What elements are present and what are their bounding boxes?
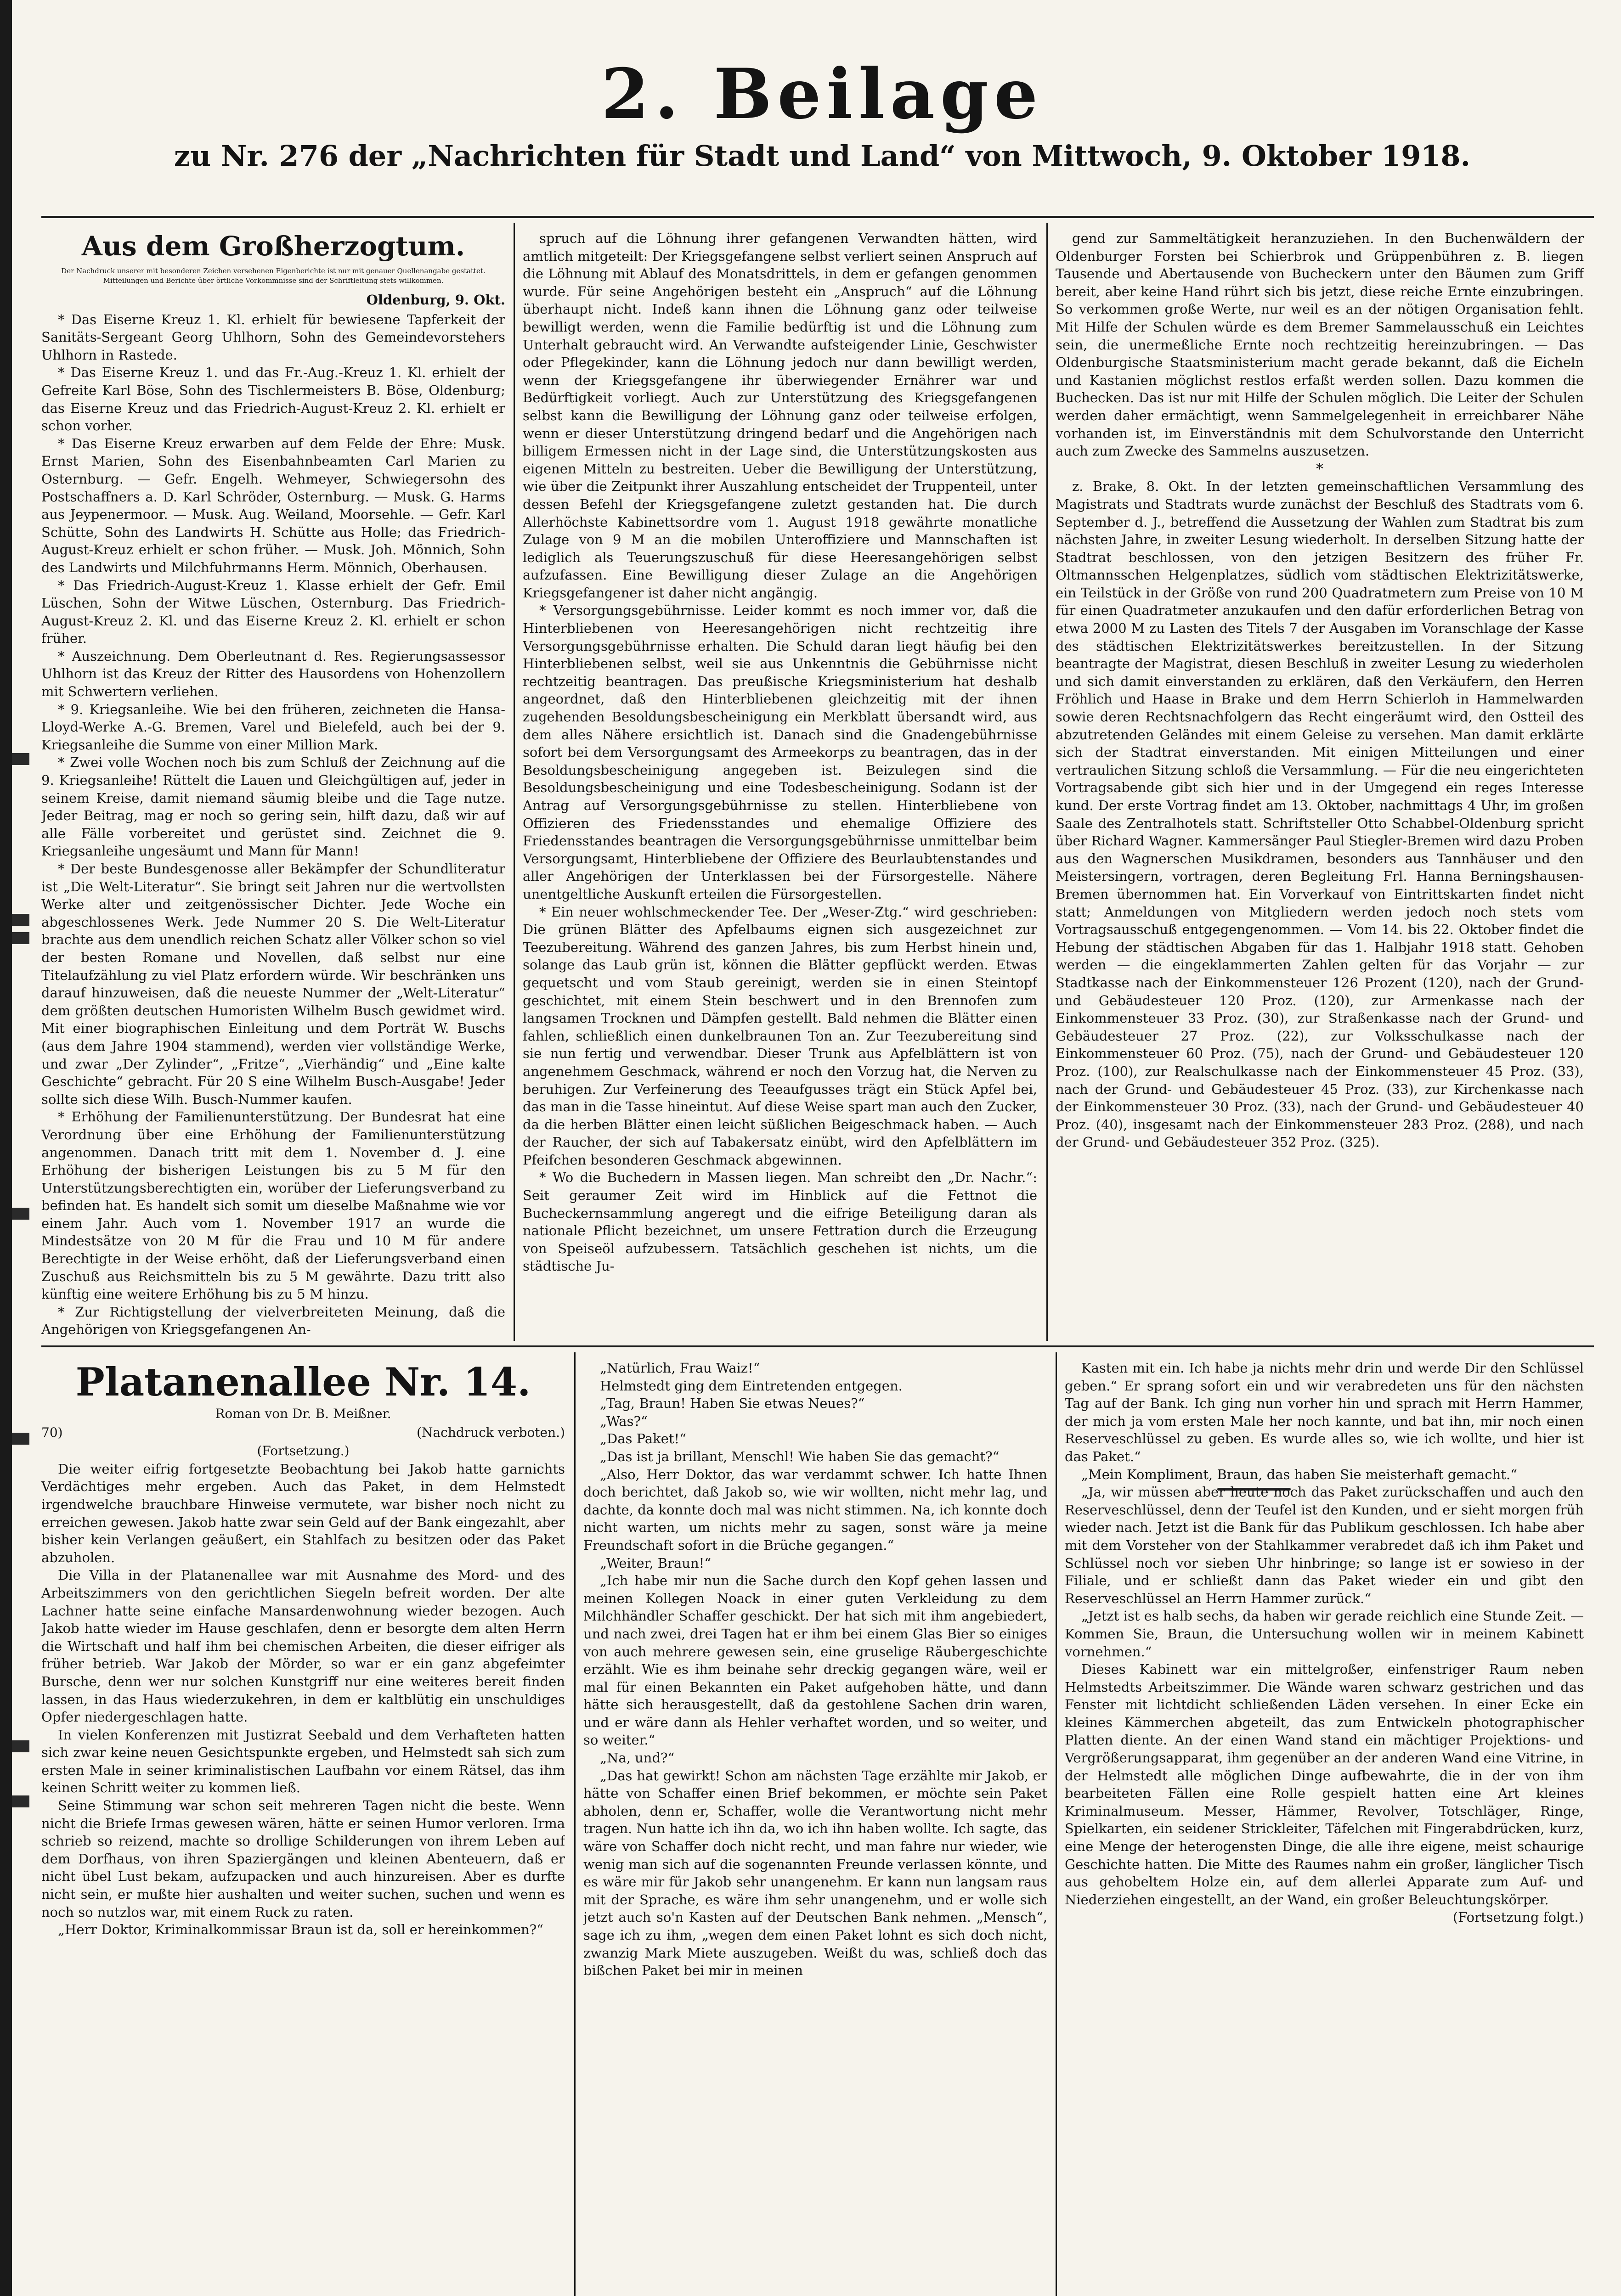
editorial-note: Der Nachdruck unserer mit besonderen Zeichen versehenen Eigenberichte ist nur mit genauer Quellenangabe gestattet. Mitteilungen und Berichte über örtliche Vorkommnisse sind der Schriftleitung stets willkommen. xyxy=(61,267,486,285)
column-rule xyxy=(514,223,515,1341)
novel-paragraph: „Also, Herr Doktor, das war verdammt schwer. Ich hatte Ihnen doch berichtet, daß Jakob so, wie wir wollten, nicht mehr lag, und dachte, da konnte doch mal was nicht stimmen. Na, ich konnte doch nicht warten, um nichts mehr zu sagen, sonst wäre ja meine Freundschaft sofort in die Brüche gegangen.“ xyxy=(583,1466,1047,1553)
news-item: gend zur Sammeltätigkeit heranzuziehen. In den Buchenwäldern der Oldenburger Forsten bei Schierbrok und Grüppenbühren z. B. liegen Tausende und Abertausende von Bucheckern unter den Bäumen zum Griff bereit, aber keine Hand rührt sich bis jetzt, diese reiche Ernte einzubringen. So verkommen große Werte, nur weil es an der nötigen Organisation fehlt. Mit Hilfe der Schulen würde es dem Bremer Sammelausschuß ein Leichtes sein, die unermeßliche Ernte noch rechtzeitig hereinzubringen. — Das Oldenburgische Staatsministerium macht gerade bekannt, daß die Eicheln und Kastanien möglichst restlos erfaßt werden sollen. Dazu kommen die Buchecken. Das ist nur mit Hilfe der Schulen möglich. Die Leiter der Schulen werden daher ermächtigt, wenn Sammelgelegenheit in erreichbarer Nähe vorhanden ist, im Einverständnis mit dem Schulvorstande den Unterricht auch zum Zwecke des Sammelns auszusetzen. xyxy=(1056,231,1584,459)
column-rule xyxy=(1046,223,1048,1341)
masthead xyxy=(46,55,1598,174)
news-column-3 xyxy=(1056,230,1584,1341)
novel-paragraph: „Natürlich, Frau Waiz!“ xyxy=(600,1360,760,1376)
novel-paragraph: „Das Paket!“ xyxy=(600,1431,687,1447)
novel-paragraph: Die Villa in der Platanenallee war mit Ausnahme des Mord- und des Arbeitszimmers von den gerichtlichen Siegeln befreit worden. Der alte Lachner hatte seine einfache Mansardenwohnung wieder bezogen. Auch Jakob hatte wieder im Hause geschlafen, denn er besorgte dem alten Herrn die Wirtschaft und half ihm bei chemischen Arbeiten, die dieser eifriger als früher betrieb. War Jakob der Mörder, so war er ein ganz abgefeimter Bursche, denn wer nur solchen Kunstgriff nur eine weiteres bereit finden lassen, in das Haus wiederzukehren, in dem er kaltblütig ein unschuldiges Opfer niedergeschlagen hatte. xyxy=(41,1567,565,1725)
news-item: * Ein neuer wohlschmeckender Tee. Der „Weser-Ztg.“ wird geschrieben: Die grünen Blätter des Apfelbaums eignen sich ausgezeichnet zur Teezubereitung. Während des ganzen Jahres, bis zum Herbst hinein und, solange das Laub grün ist, können die Blätter gepflückt werden. Etwas gequetscht und vom Staub gereinigt, werden sie in einen Steintopf geschichtet, mit einem Stein beschwert und in den Brennofen zum langsamen Trocknen und Dämpfen gestellt. Bald nehmen die Blätter einen fahlen, schließlich einen dunkelbraunen Ton an. Zur Teezubereitung sind sie nun fertig und verwendbar. Dieser Trunk aus Apfelblättern ist von angenehmem Geschmack, während er noch den Vorzug hat, die Nerven zu beruhigen. Zur Verfeinerung des Teeaufgusses trägt ein Stück Apfel bei, das man in die Tasse hineintut. Auf diese Weise spart man auch den Zucker, da die herben Blätter einen leicht süßlichen Beigeschmack haben. — Auch der Raucher, der sich auf Tabakersatz einübt, wird den Apfelblättern im Pfeifchen besonderen Geschmack abgewinnen. xyxy=(523,904,1037,1168)
separator-asterisk: * xyxy=(1316,460,1323,478)
novel-paragraph: „Das ist ja brillant, Menschl! Wie haben Sie das gemacht?“ xyxy=(600,1448,1000,1464)
column-rule xyxy=(1056,1352,1057,2296)
novel-paragraph: Kasten mit ein. Ich habe ja nichts mehr drin und werde Dir den Schlüssel geben.“ Er sprang sofort ein und wir verabredeten uns für den nächsten Tag auf der Bank. Ich ging nun vorher hin und sprach mit Herrn Hammer, der mich ja vom ersten Male her noch kannte, und bat ihn, mir noch einen Reserveschlüssel zu geben. Es wurde alles so, wie ich wollte, und hier ist das Paket.“ xyxy=(1065,1360,1584,1464)
novel-column-3 xyxy=(1065,1359,1584,2296)
novel-paragraph: Seine Stimmung war schon seit mehreren Tagen nicht die beste. Wenn nicht die Briefe Irmas gewesen wären, hätte er seinen Humor verloren. Irma schrieb so reizend, machte so drollige Schilderungen von ihrem Leben auf dem Dorfhaus, von ihren Spaziergängen und kleinen Abenteuern, daß er nicht übel Lust bekam, aufzupacken und auch hinzureisen. Aber es durfte nicht sein, er mußte hier aushalten und weiter suchen, suchen und wenn es noch so nutzlos war, mit einem Ruck zu raten. xyxy=(41,1798,565,1920)
novel-paragraph: „Jetzt ist es halb sechs, da haben wir gerade reichlich eine Stunde Zeit. — Kommen Sie, Braun, die Untersuchung wollen wir in meinem Kabinett vornehmen.“ xyxy=(1065,1608,1584,1660)
novel-meta xyxy=(41,1424,565,1442)
binding-mark xyxy=(12,1740,29,1752)
novel-paragraph: „Weiter, Braun!“ xyxy=(600,1555,712,1571)
novel-paragraph: „Tag, Braun! Haben Sie etwas Neues?“ xyxy=(600,1396,865,1412)
novel-paragraph: „Ich habe mir nun die Sache durch den Kopf gehen lassen und meinen Kollegen Noack in einer guten Verkleidung zu dem Milchhändler Schaffer geschickt. Der hat sich mit ihm angebiedert, und nach zwei, drei Tagen hat er ihm bei einem Glas Bier so einiges von auch mehrere gewesen sein, eine gruselige Räubergeschichte erzählt. Wie es ihm beinahe sehr dreckig gegangen wäre, weil er mal für einen Bekannten ein Paket aufgehoben hätte, und dann hätte sich herausgestellt, daß da gestohlene Sachen drin waren, und er wäre dann als Hehler verhaftet worden, und so weiter, und so weiter.“ xyxy=(583,1573,1047,1748)
news-column-1 xyxy=(41,230,505,1341)
news-item: * Auszeichnung. Dem Oberleutnant d. Res. Regierungsassessor Uhlhorn ist das Kreuz der Ritter des Hausordens von Hohenzollern mit Schwertern verliehen. xyxy=(41,648,505,700)
binding-mark xyxy=(12,914,29,926)
column-rule xyxy=(574,1352,576,2296)
section-heading: Aus dem Großherzogtum. xyxy=(81,231,465,262)
news-item: z. Brake, 8. Okt. In der letzten gemeinschaftlichen Versammlung des Magistrats und Stadtrats wurde zunächst der Beschluß des Stadtrats vom 6. September d. J., betreffend die Aussetzung der Wahlen zum Stadtrat bis zum nächsten Jahre, in zweiter Lesung wiederholt. In derselben Sitzung hatte der Stadtrat beschlossen, von den jetzigen Besitzern des früher Fr. Oltmannsschen Helgenplatzes, südlich vom städtischen Elektrizitätswerke, ein Teilstück in der Größe von rund 200 Quadratmetern zum Preise von 10 M für einen Quadratmeter anzukaufen und den dafür erforderlichen Betrag von etwa 2000 M zu Lasten des Titels 7 der Ausgaben im Voranschlage der Kasse des städtischen Elektrizitätswerkes bereitzustellen. In der Sitzung beantragte der Magistrat, diesen Beschluß in zweiter Lesung zu wiederholen und sich damit einverstanden zu erklären, daß den Verkäufern, den Herren Fröhlich und Haase in Brake und dem Herrn Schierloh in Hammelwarden sowie deren Rechtsnachfolgern das Recht eingeräumt wird, den Ostteil des abzutretenden Geländes mit einem Geleise zu versehen. Man damit erklärte sich der Stadtrat einverstanden. Mit einigen Mitteilungen und einer vertraulichen Sitzung schloß die Versammlung. — Für die neu eingerichteten Vortragsabende gibt sich hier und in der Umgegend ein reges Interesse kund. Der erste Vortrag findet am 13. Oktober, nachmittags 4 Uhr, im großen Saale des Zentralhotels statt. Schriftsteller Otto Schabbel-Oldenburg spricht über Richard Wagner. Kammersänger Paul Stiegler-Bremen wird dazu Proben aus den Wagnerschen Musikdramen, besonders aus Tannhäuser und den Meistersingern, vortragen, deren Begleitung Frl. Hanna Berningshausen-Bremen übernommen hat. Ein Vorverkauf von Eintrittskarten findet nicht statt; Anmeldungen von Mitgliedern werden jedoch noch stets vom Vortragsausschuß entgegengenommen. — Vom 14. bis 22. Oktober findet die Hebung der städtischen Abgaben für das 1. Halbjahr 1918 statt. Gehoben werden — die eingeklammerten Zahlen gelten für das Vorjahr — zur Stadtkasse nach der Einkommensteuer 126 Prozent (120), nach der Grund- und Gebäudesteuer 120 Proz. (120), zur Armenkasse nach der Einkommensteuer 33 Proz. (30), zur Straßenkasse nach der Grund- und Gebäudesteuer 27 Proz. (22), zur Volksschulkasse nach der Einkommensteuer 60 Proz. (75), nach der Grund- und Gebäudesteuer 120 Proz. (100), zur Realschulkasse nach der Einkommensteuer 45 Proz. (33), nach der Grund- und Gebäudesteuer 45 Proz. (33), zur Kirchenkasse nach der Einkommensteuer 30 Proz. (33), nach der Grund- und Gebäudesteuer 40 Proz. (40), insgesamt nach der Einkommensteuer 283 Proz. (288), und nach der Grund- und Gebäudesteuer 352 Proz. (325). xyxy=(1056,478,1584,1150)
news-item: * Versorgungsgebührnisse. Leider kommt es noch immer vor, daß die Hinterbliebenen von Heeresangehörigen nicht rechtzeitig ihre Versorgungsgebührnisse erhalten. Die Schuld daran liegt häufig bei den Hinterbliebenen selbst, weil sie aus Unkenntnis die Gebührnisse nicht rechtzeitig beantragen. Das preußische Kriegsministerium hat deshalb angeordnet, daß den Hinterbliebenen gleichzeitig mit der ihnen zugehenden Besoldungsbescheinigung ein Merkblatt übersandt wird, aus dem alles Nähere ersichtlich ist. Danach sind die Gnadengebührnisse sofort bei dem Versorgungsamt des Armeekorps zu beantragen, das in der Besoldungsbescheinigung angegeben ist. Beizulegen sind die Besoldungsbescheinigung und eine Todesbescheinigung. Sodann ist der Antrag auf Versorgungsgebührnisse zu stellen. Hinterbliebene von Offizieren des Friedensstandes und ehemalige Offiziere des Friedensstandes beantragen die Versorgungsgebührnisse unmittelbar beim Versorgungsamt, Hinterbliebene der Offiziere des Beurlaubtenstandes und aller Angehörigen der Unterklassen bei der Fürsorgestelle. Nähere unentgeltliche Auskunft erteilen die Fürsorgestellen. xyxy=(523,602,1037,902)
novel-paragraph: „Herr Doktor, Kriminalkommissar Braun ist da, soll er hereinkommen?“ xyxy=(58,1922,543,1938)
binding-mark xyxy=(12,753,29,765)
news-item: * Erhöhung der Familienunterstützung. Der Bundesrat hat eine Verordnung über eine Erhöhung der Familienunterstützung angenommen. Danach tritt mit dem 1. November d. J. eine Erhöhung der bisherigen Leistungen bis zu 5 M für den Unterstützungsberechtigten ein, worüber der Lieferungsverband zu befinden hat. Es handelt sich somit um dieselbe Maßnahme wie vor einem Jahr. Auch vom 1. November 1917 an wurde die Mindestsätze von 20 M für die Frau und 10 M für andere Berechtigte in der Weise erhöht, daß der Lieferungsverband einen Zuschuß aus Reichsmitteln bis zu 5 M gewährte. Dazu tritt also künftig eine weitere Erhöhung bis zu 5 M hinzu. xyxy=(41,1109,505,1302)
binding-mark xyxy=(12,1208,29,1220)
novel-title: Platanenallee Nr. 14. xyxy=(75,1359,531,1405)
binding-mark xyxy=(12,932,29,944)
masthead-rule xyxy=(41,216,1594,218)
dateline: Oldenburg, 9. Okt. xyxy=(366,292,505,308)
news-item: spruch auf die Löhnung ihrer gefangenen Verwandten hätten, wird amtlich mitgeteilt: Der Kriegsgefangene selbst verliert seinen Anspruch auf die Löhnung mit Ablauf des Monatsdrittels, in dem er gefangen genommen wurde. Für seine Angehörigen besteht ein „Anspruch“ auf die Löhnung überhaupt nicht. Indeß kann ihnen die Löhnung ganz oder teilweise bewilligt werden, wenn die Familie bedürftig ist und die Löhnung zum Unterhalt gebraucht wird. An Verwandte aufsteigender Linie, Geschwister oder Pflegekinder, kann die Löhnung jedoch nur dann bewilligt werden, wenn der Kriegsgefangene ihr überwiegender Ernährer war und Bedürftigkeit vorliegt. Auch zur Unterstützung des Kriegsgefangenen selbst kann die Bewilligung der Löhnung ganz oder teilweise erfolgen, wenn er dieser Unterstützung dringend bedarf und die Angehörigen nach billigem Ermessen nicht in der Lage sind, die Unterstützungskosten aus eigenen Mitteln zu bestreiten. Ueber die Bewilligung der Unterstützung, wie über die Zeitpunkt ihrer Auszahlung entscheidet der Truppenteil, unter dessen Befehl der Kriegsgefangene zuletzt gestanden hat. Die durch Allerhöchste Kabinettsordre vom 1. August 1918 gewährte monatliche Zulage von 9 M an die mobilen Unteroffiziere und Mannschaften ist lediglich als Teuerungszuschuß für diese Heeresangehörigen selbst aufzufassen. Eine Bewilligung dieser Zulage an die Angehörigen Kriegsgefangener ist daher nicht angängig. xyxy=(523,231,1037,601)
news-item: * Zwei volle Wochen noch bis zum Schluß der Zeichnung auf die 9. Kriegsanleihe! Rüttelt die Lauen und Gleichgültigen auf, jeder in seinem Kreise, damit niemand säumig bleibe und die Tage nutze. Jeder Beitrag, mag er noch so gering sein, hilft dazu, daß wir auf alle Fälle vorbereitet und gerüstet sind. Zeichnet die 9. Kriegsanleihe ungesäumt und Mann für Mann! xyxy=(41,754,505,859)
supplement-title: 2. Beilage xyxy=(601,54,1044,135)
news-item: * Der beste Bundesgenosse aller Bekämpfer der Schundliteratur ist „Die Welt-Literatur“. Sie bringt seit Jahren nur die wertvollsten Werke alter und zeitgenössischer Dichter. Jede Woche ein abgeschlossenes Werk. Jede Nummer 20 S. Die Welt-Literatur brachte aus dem unendlich reichen Schatz aller Völker schon so viel der besten Romane und Novellen, daß selbst nur eine Titelaufzählung zu viel Platz erfordern würde. Wir beschränken uns darauf hinzuweisen, daß die neueste Nummer der „Welt-Literatur“ dem größten deutschen Humoristen Wilhelm Busch gewidmet wird. Mit einer biographischen Einleitung und dem Porträt W. Buschs (aus dem Jahre 1904 stammend), werden vier vollständige Werke, und zwar „Der Zylinder“, „Fritze“, „Vierhändig“ und „Eine kalte Geschichte“ gebracht. Für 20 S eine Wilhelm Busch-Ausgabe! Jeder sollte sich diese Wilh. Busch-Nummer kaufen. xyxy=(41,861,505,1107)
news-item: * Zur Richtigstellung der vielverbreiteten Meinung, daß die Angehörigen von Kriegsgefangenen An- xyxy=(41,1304,505,1338)
novel-paragraph: „Ja, wir müssen aber heute noch das Paket zurückschaffen und auch den Reserveschlüssel, denn der Teufel ist den Kunden, und er sieht morgen früh wieder nach. Jetzt ist die Bank für das Publikum geschlossen. Ich habe aber mit dem Vorsteher von der Stahlkammer verabredet daß ich ihm Paket und Schlüssel noch vor sieben Uhr hinbringe; so lange ist er sowieso in der Filiale, und er schließt dann das Paket wieder ein und gibt den Reserveschlüssel an Herrn Hammer zurück.“ xyxy=(1065,1484,1584,1606)
reprint-notice: (Nachdruck verboten.) xyxy=(417,1424,565,1440)
novel-paragraph: In vielen Konferenzen mit Justizrat Seebald und dem Verhafteten hatten sich zwar keine neuen Gesichtspunkte ergeben, und Helmstedt sah sich zum ersten Male in seiner kriminalistischen Laufbahn vor einem Rätsel, das ihm keinen Schritt weiter zu kommen ließ. xyxy=(41,1727,565,1796)
novel-paragraph: „Na, und?“ xyxy=(600,1750,675,1766)
novel-column-2 xyxy=(583,1359,1047,2296)
news-item: * 9. Kriegsanleihe. Wie bei den früheren, zeichneten die Hansa-Lloyd-Werke A.-G. Bremen, Varel und Bielefeld, auch bei der 9. Kriegsanleihe die Summe von einer Million Mark. xyxy=(41,701,505,753)
novel-paragraph: „Mein Kompliment, Braun, das haben Sie meisterhaft gemacht.“ xyxy=(1081,1466,1517,1482)
news-item: * Das Eiserne Kreuz erwarben auf dem Felde der Ehre: Musk. Ernst Marien, Sohn des Eisenbahnbeamten Carl Marien zu Osternburg. — Gefr. Engelh. Wehmeyer, Schwiegersohn des Postschaffners a. D. Karl Schröder, Osternburg. — Musk. G. Harms aus Jeypenermoor. — Musk. Aug. Weiland, Moorsehle. — Gefr. Karl Schütte, Sohn des Landwirts H. Schütte aus Holle; das Friedrich-August-Kreuz erhielt er schon früher. — Musk. Joh. Mönnich, Sohn des Landwirts und Milchfuhrmanns Herm. Mönnich, Oberhausen. xyxy=(41,435,505,575)
novel-paragraph: Helmstedt ging dem Eintretenden entgegen. xyxy=(600,1378,903,1394)
novel-paragraph: „Was?“ xyxy=(600,1413,648,1429)
novel-paragraph: Dieses Kabinett war ein mittelgroßer, einfenstriger Raum neben Helmstedts Arbeitszimmer. Die Wände waren schwarz gestrichen und das Fenster mit lichtdicht schließenden Läden versehen. In einer Ecke ein kleines Kämmerchen abgeteilt, das zum Entwickeln photographischer Platten diente. An der einen Wand stand ein mächtiger Projektions- und Vergrößerungsapparat, ihm gegenüber an der anderen Wand eine Vitrine, in der Helmstedt alle möglichen Dinge aufbewahrte, die in der von ihm bearbeiteten Fällen eine Rolle gespielt hatten eine Art kleines Kriminalmuseum. Messer, Hämmer, Revolver, Totschläger, Ringe, Spielkarten, ein seidener Strickleiter, Täfelchen mit Fingerabdrücken, kurz, eine Menge der heterogensten Dinge, die alle ihre eigene, meist schaurige Geschichte hatten. Die Mitte des Raumes nahm ein großer, länglicher Tisch aus gehobeltem Holze ein, auf dem allerlei Apparate zum Auf- und Niederziehen eingestellt, an der Wand, ein großer Beleuchtungskörper. xyxy=(1065,1661,1584,1908)
news-item: * Wo die Buchedern in Massen liegen. Man schreibt den „Dr. Nachr.“: Seit geraumer Zeit wird im Hinblick auf die Fettnot die Bucheckernsammlung angeregt und die eifrige Beteiligung daran als nationale Pflicht bezeichnet, um unsere Fettration durch die Erzeugung von Speiseöl aufzubessern. Tatsächlich geschehen ist nichts, um die städtische Ju- xyxy=(523,1170,1037,1274)
section-rule xyxy=(41,1345,1594,1347)
novel-byline: Roman von Dr. B. Meißner. xyxy=(215,1406,391,1421)
to-be-continued: (Fortsetzung folgt.) xyxy=(1452,1909,1584,1925)
news-item: * Das Eiserne Kreuz 1. Kl. erhielt für bewiesene Tapferkeit der Sanitäts-Sergeant Georg Uhlhorn, Sohn des Gemeindevorstehers Uhlhorn in Rastede. xyxy=(41,311,505,363)
continuation-label: (Fortsetzung.) xyxy=(257,1443,350,1459)
binding-edge xyxy=(0,0,12,2296)
news-item: * Das Friedrich-August-Kreuz 1. Klasse erhielt der Gefr. Emil Lüschen, Sohn der Witwe Lüschen, Osternburg. Das Friedrich-August-Kreuz 2. Kl. und das Eiserne Kreuz 2. Kl. erhielt er schon früher. xyxy=(41,577,505,647)
news-column-2 xyxy=(523,230,1037,1341)
binding-mark xyxy=(12,1795,29,1807)
instalment-number: 70) xyxy=(41,1424,63,1440)
news-item: * Das Eiserne Kreuz 1. und das Fr.-Aug.-Kreuz 1. Kl. erhielt der Gefreite Karl Böse, Sohn des Tischlermeisters B. Böse, Oldenburg; das Eiserne Kreuz und das Friedrich-August-Kreuz 2. Kl. erhielt er schon vorher. xyxy=(41,365,505,434)
supplement-subtitle: zu Nr. 276 der „Nachrichten für Stadt und Land“ von Mittwoch, 9. Oktober 1918. xyxy=(174,139,1471,173)
novel-column-1 xyxy=(41,1359,565,2296)
novel-paragraph: „Das hat gewirkt! Schon am nächsten Tage erzählte mir Jakob, er hätte von Schaffer einen Brief bekommen, er möchte sein Paket abholen, denn er, Schaffer, wolle die Verantwortung nicht mehr tragen. Nun hatte ich ihn da, wo ich ihn haben wollte. Ich sagte, das wäre von Schaffer doch nicht recht, und man fahre nur wieder, wie wenig man sich auf die sogenannten Freunde verlassen könnte, und es wäre mir für Jakob sehr unangenehm. Er kann nun langsam raus mit der Sprache, es wäre ihm sehr unangenehm, und er wolle sich jetzt auch so'n Kasten auf der Deutschen Bank nehmen. „Mensch“, sage ich zu ihm, „wegen dem einen Paket lohnt es sich doch nicht, zwanzig Mark Miete auszugeben. Weißt du was, schließ doch das bißchen Paket bei mir in meinen xyxy=(583,1767,1047,1979)
binding-mark xyxy=(12,1433,29,1445)
novel-paragraph: Die weiter eifrig fortgesetzte Beobachtung bei Jakob hatte garnichts Verdächtiges mehr ergeben. Auch das Paket, in dem Helmstedt irgendwelche brauchbare Hinweise vermutete, war bisher noch nicht zu erreichen gewesen. Jakob hatte zwar sein Geld auf der Bank eingezahlt, aber bisher kein Verlangen geäußert, ein Stahlfach zu besitzen oder das Paket abzuholen. xyxy=(41,1461,565,1565)
